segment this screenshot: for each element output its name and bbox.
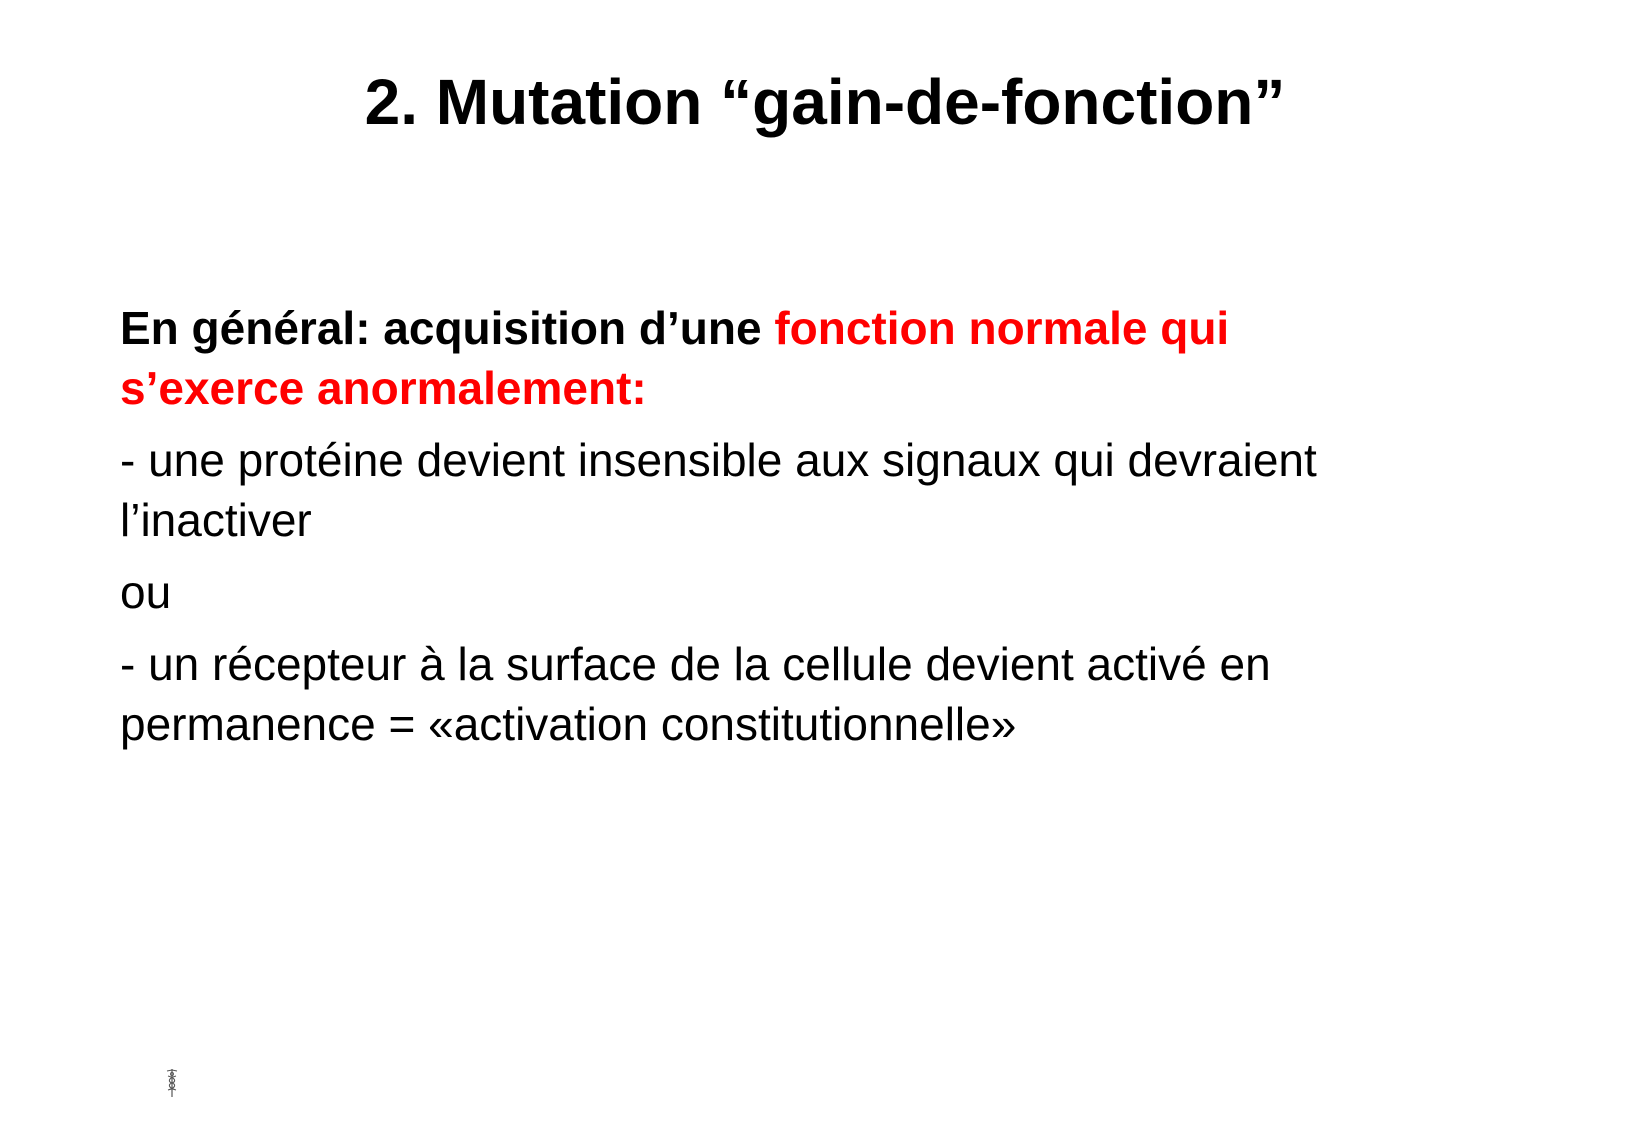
bullet-receptor-line2: permanence = «activation constitutionnelle» (120, 698, 1017, 750)
intro-paragraph (120, 298, 1500, 418)
bullet-receptor (120, 634, 1500, 754)
or-connector-text: ou (120, 566, 172, 618)
slide-title: 2. Mutation “gain-de-fonction” (364, 66, 1286, 138)
bullet-protein-line2: l’inactiver (120, 494, 312, 546)
bullet-protein (120, 430, 1500, 550)
intro-lead: En général: acquisition d’une (120, 302, 775, 354)
bullet-protein-line1: - une protéine devient insensible aux signaux qui devraient (120, 434, 1317, 486)
caduceus-icon (164, 1068, 180, 1098)
slide-body (120, 298, 1500, 766)
intro-highlight-line2: s’exerce anormalement: (120, 362, 647, 414)
bullet-receptor-line1: - un récepteur à la surface de la cellule devient activé en (120, 638, 1271, 690)
intro-highlight-line1: fonction normale qui (774, 302, 1230, 354)
or-connector (120, 562, 1500, 622)
